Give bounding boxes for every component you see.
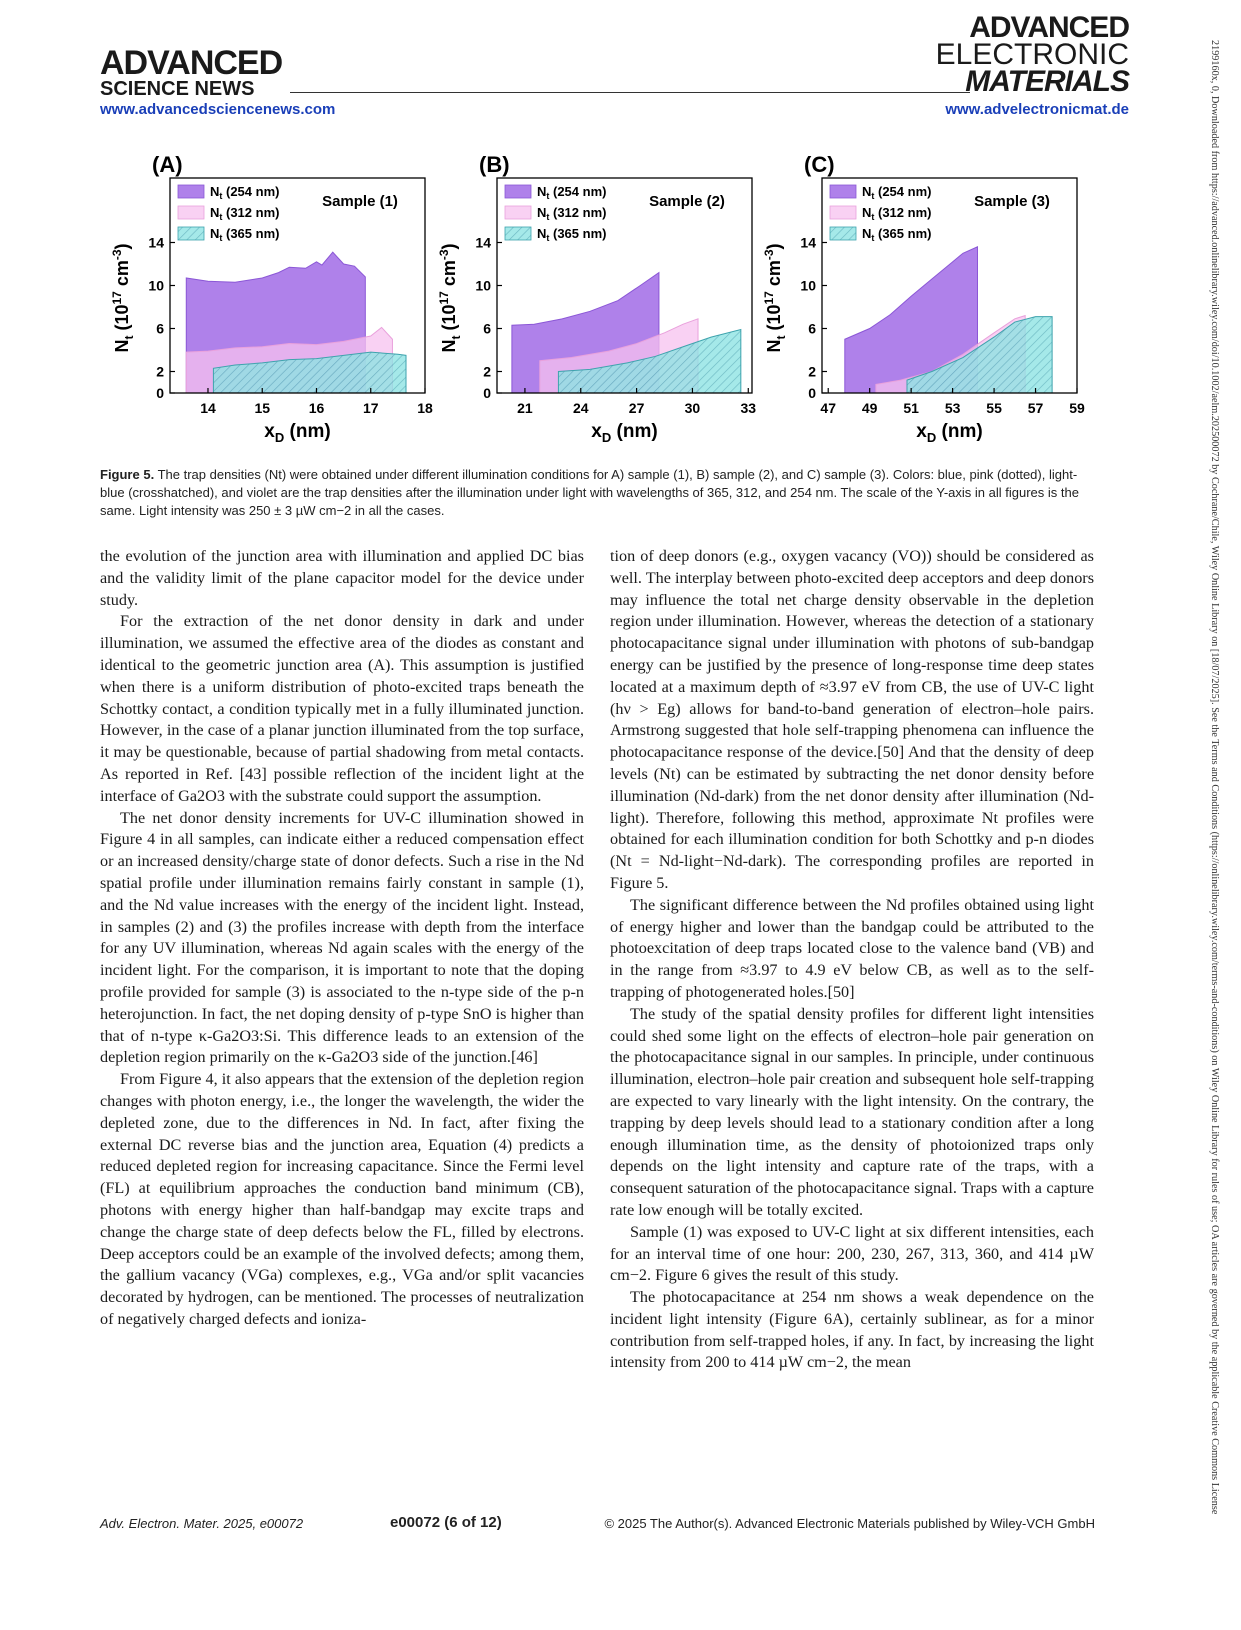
x-axis-label: $x_D$ (nm) bbox=[916, 421, 983, 445]
body-right-column bbox=[610, 546, 1094, 1374]
legend-label: $N_t$ (312 nm) bbox=[862, 205, 932, 222]
logo-right-line-3: MATERIALS bbox=[965, 65, 1129, 98]
legend-swatch bbox=[505, 185, 531, 198]
y-axis-label: $N_t$ ($10^{17}$ $cm^{-3}$) bbox=[110, 243, 136, 353]
y-tick-label: 0 bbox=[808, 385, 816, 401]
paragraph: tion of deep donors (e.g., oxygen vacancy (VO)) should be considered as well. The interplay between photo-excited deep acceptors and deep donors may influence the total net charge density observable in the depletion region under illumination. However, whereas the detection of a stationary photocapacitance signal under illumination with photons of sub-bandgap energy can be justified by the presence of long-response time deep states located at a maximum depth of ≈3.97 eV from CB, the use of UV-C light (hν > Eg) allows for band-to-band generation of electron–hole pairs. Armstrong suggested that hole self-trapping phenomena can influence the photocapacitance response of the device.[50] And that the density of deep levels (Nt) can be estimated by subtracting the net donor density before illumination (Nd-dark) from the net donor density after illumination (Nd-light). Therefore, following this method, approximate Nt profiles were obtained for each illumination condition for both Schottky and p-n diodes (Nt = Nd-light−Nd-dark). The corresponding profiles are reported in Figure 5. bbox=[610, 547, 1094, 892]
x-tick-label: 53 bbox=[944, 400, 961, 416]
legend-swatch bbox=[505, 227, 531, 240]
y-tick-label: 2 bbox=[483, 363, 491, 380]
x-tick-label: 15 bbox=[254, 400, 271, 416]
x-tick-label: 59 bbox=[1069, 400, 1085, 416]
logo-line-1: ADVANCED bbox=[100, 44, 283, 82]
chart-panel bbox=[437, 152, 756, 445]
x-tick-label: 49 bbox=[861, 400, 878, 416]
legend-label: $N_t$ (365 nm) bbox=[862, 226, 932, 243]
figure-caption bbox=[100, 466, 1094, 520]
sample-annotation: Sample (1) bbox=[322, 193, 398, 210]
footer-copyright: © 2025 The Author(s). Advanced Electronic Materials published by Wiley-VCH GmbH bbox=[604, 1516, 1095, 1531]
x-tick-label: 16 bbox=[308, 400, 325, 416]
caption-text: The trap densities (Nt) were obtained under different illumination conditions for A) sample (1), B) sample (2), and C) sample (3). Colors: blue, pink (dotted), light-blue (crosshatched), and violet are the trap densities after the illumination under light with wavelengths of 365, 312, and 254 nm. The scale of the Y-axis in all figures is the same. Light intensity was 250 ± 3 µW cm−2 in all the cases. bbox=[100, 467, 1079, 518]
advanced-electronic-materials-logo bbox=[935, 11, 1129, 98]
paragraph: The net donor density increments for UV-C illumination showed in Figure 4 in all samples, can indicate either a reduced compensation effect or an increased density/charge state of donor defects. Such a rise in the Nd spatial profile under illumination remains fairly constant in sample (1), and the Nd value increases with the energy of the incident light. Instead, in samples (2) and (3) the profiles increase with depth from the interface for any UV illumination, whereas Nd again scales with the energy of the incident light. For the comparison, it is important to note that the doping profile provided for sample (3) is associated to the n-type side of the p-n heterojunction. In fact, the net doping density of p-type SnO is higher than that of n-type κ-Ga2O3:Si. This difference leads to an extension of the depletion region primarily on the κ-Ga2O3 side of the junction.[46] bbox=[100, 808, 584, 1067]
y-axis-label: $N_t$ ($10^{17}$ $cm^{-3}$) bbox=[437, 243, 463, 353]
legend-swatch bbox=[178, 185, 204, 198]
chart-panel bbox=[762, 152, 1085, 445]
download-sidebar bbox=[1208, 40, 1222, 1600]
y-axis-label: $N_t$ ($10^{17}$ $cm^{-3}$) bbox=[762, 243, 788, 353]
x-axis-label: $x_D$ (nm) bbox=[264, 421, 331, 445]
footer-page-number: e00072 (6 of 12) bbox=[390, 1514, 502, 1531]
sidebar-text: 2199160x, 0, Downloaded from https://advanced.onlinelibrary.wiley.com/doi/10.1002/aelm.202500072 by Cochrane/Chile, Wiley Online Library on [18/07/2025]. See the Terms and Conditions (https://onlinelibrary.wiley.com/terms-and-conditions) on Wiley Online Library for rules of use; OA articles are governed by the applicable Creative Commons License bbox=[1209, 40, 1220, 1515]
y-tick-label: 6 bbox=[483, 320, 491, 337]
sample-annotation: Sample (2) bbox=[649, 193, 725, 210]
x-tick-label: 57 bbox=[1027, 400, 1044, 416]
legend-label: $N_t$ (365 nm) bbox=[537, 226, 607, 243]
legend-swatch bbox=[830, 206, 856, 219]
panel-label: (C) bbox=[804, 152, 835, 177]
chart-panel bbox=[110, 152, 433, 445]
legend-label: $N_t$ (254 nm) bbox=[210, 184, 280, 201]
x-tick-label: 30 bbox=[684, 400, 701, 416]
y-tick-label: 14 bbox=[800, 234, 816, 251]
paragraph: For the extraction of the net donor density in dark and under illumination, we assumed the effective area of the diodes as constant and identical to the geometric junction area (A). This assumption is justified when there is a uniform distribution of photo-excited traps beneath the Schottky contact, a condition typically met in a fully illuminated junction. However, in the case of a planar junction illuminated from the top surface, it may be questionable, because of partial shadowing from metal contacts. As reported in Ref. [43] possible reflection of the incident light at the interface of Ga2O3 with the substrate could support the assumption. bbox=[100, 612, 584, 805]
y-tick-label: 10 bbox=[148, 277, 164, 294]
header-rule bbox=[290, 92, 970, 93]
legend-swatch bbox=[178, 206, 204, 219]
logo-right-line-2: ELECTRONIC bbox=[935, 38, 1129, 71]
y-tick-label: 2 bbox=[156, 363, 164, 380]
legend-swatch bbox=[505, 206, 531, 219]
x-tick-label: 17 bbox=[362, 400, 379, 416]
logo-right-line-1: ADVANCED bbox=[969, 11, 1129, 44]
x-tick-label: 33 bbox=[740, 400, 757, 416]
paragraph: The significant difference between the Nd profiles obtained using light of energy higher and lower than the bandgap could be attributed to the photoexcitation of deep traps located close to the valence band (VB) and in the range from ≈3.97 to 4.9 eV below CB, as well as to the self-trapping of photogenerated holes.[50] bbox=[610, 895, 1094, 1001]
x-tick-label: 18 bbox=[417, 400, 433, 416]
y-tick-label: 0 bbox=[483, 385, 491, 401]
panel-label: (A) bbox=[152, 152, 183, 177]
x-tick-label: 14 bbox=[200, 400, 216, 416]
paragraph: the evolution of the junction area with illumination and applied DC bias and the validity limit of the plane capacitor model for the device under study. bbox=[100, 547, 584, 609]
paragraph: From Figure 4, it also appears that the extension of the depletion region changes with photon energy, i.e., the longer the wavelength, the wider the depleted zone, due to the differences in Nd. In fact, after fixing the external DC reverse bias and the junction area, Equation (4) predicts a reduced depleted region for increasing capacitance. Since the Fermi level (FL) at equilibrium approaches the conduction band minimum (CB), photons with energy higher than half-bandgap may excite traps and change the charge state of deep defects below the FL, filled by electrons. Deep acceptors could be an example of the involved defects; among them, the gallium vacancy (VGa) complexes, e.g., VGa and/or split vacancies decorated by hydrogen, can be mentioned. The processes of neutralization of negatively charged defects and ioniza- bbox=[100, 1070, 584, 1328]
legend-swatch bbox=[830, 227, 856, 240]
y-tick-label: 10 bbox=[800, 277, 816, 294]
figure-5 bbox=[100, 148, 1100, 453]
y-tick-label: 0 bbox=[156, 385, 164, 401]
paragraph: The photocapacitance at 254 nm shows a weak dependence on the incident light intensity (Figure 6A), certainly sublinear, as for a minor contribution from self-trapped holes, if any. In fact, by increasing the light intensity from 200 to 414 µW cm−2, the mean bbox=[610, 1288, 1094, 1372]
y-tick-label: 6 bbox=[156, 320, 164, 337]
y-tick-label: 14 bbox=[475, 234, 491, 251]
legend-label: $N_t$ (312 nm) bbox=[210, 205, 280, 222]
left-url-link[interactable]: www.advancedsciencenews.com bbox=[100, 101, 336, 118]
legend-label: $N_t$ (254 nm) bbox=[537, 184, 607, 201]
legend-label: $N_t$ (254 nm) bbox=[862, 184, 932, 201]
footer-journal: Adv. Electron. Mater. 2025, e00072 bbox=[100, 1516, 304, 1531]
y-tick-label: 2 bbox=[808, 363, 816, 380]
x-tick-label: 21 bbox=[517, 400, 533, 416]
body-left-column bbox=[100, 546, 584, 1331]
x-tick-label: 47 bbox=[820, 400, 837, 416]
sample-annotation: Sample (3) bbox=[974, 193, 1050, 210]
advanced-science-news-logo bbox=[100, 44, 283, 100]
legend-label: $N_t$ (365 nm) bbox=[210, 226, 280, 243]
panel-label: (B) bbox=[479, 152, 510, 177]
paragraph: Sample (1) was exposed to UV-C light at six different intensities, each for an interval time of one hour: 200, 230, 267, 313, 360, and 414 µW cm−2. Figure 6 gives the result of this study. bbox=[610, 1222, 1094, 1285]
caption-label: Figure 5. bbox=[100, 467, 155, 482]
logo-line-2: SCIENCE NEWS bbox=[100, 78, 255, 100]
legend-swatch bbox=[830, 185, 856, 198]
legend-swatch bbox=[178, 227, 204, 240]
y-tick-label: 14 bbox=[148, 234, 164, 251]
y-tick-label: 6 bbox=[808, 320, 816, 337]
x-tick-label: 27 bbox=[628, 400, 645, 416]
x-tick-label: 51 bbox=[903, 400, 919, 416]
legend-label: $N_t$ (312 nm) bbox=[537, 205, 607, 222]
paragraph: The study of the spatial density profiles for different light intensities could shed some light on the effects of electron–hole pair generation on the photocapacitance signal in our samples. In principle, under continuous illumination, electron–hole pair creation and subsequent hole self-trapping are expected to vary linearly with the light intensity. On the contrary, the trapping by deep levels should lead to a stationary condition after a long enough illumination time, as the density of photoionized traps only depends on the light intensity and capture rate of the traps, with a consequent saturation of the photocapacitance signal. Traps with a capture rate low enough will be totally excited. bbox=[610, 1004, 1094, 1219]
x-tick-label: 24 bbox=[572, 400, 589, 416]
x-tick-label: 55 bbox=[986, 400, 1002, 416]
x-axis-label: $x_D$ (nm) bbox=[591, 421, 658, 445]
right-url-link[interactable]: www.advelectronicmat.de bbox=[945, 101, 1129, 118]
y-tick-label: 10 bbox=[475, 277, 491, 294]
